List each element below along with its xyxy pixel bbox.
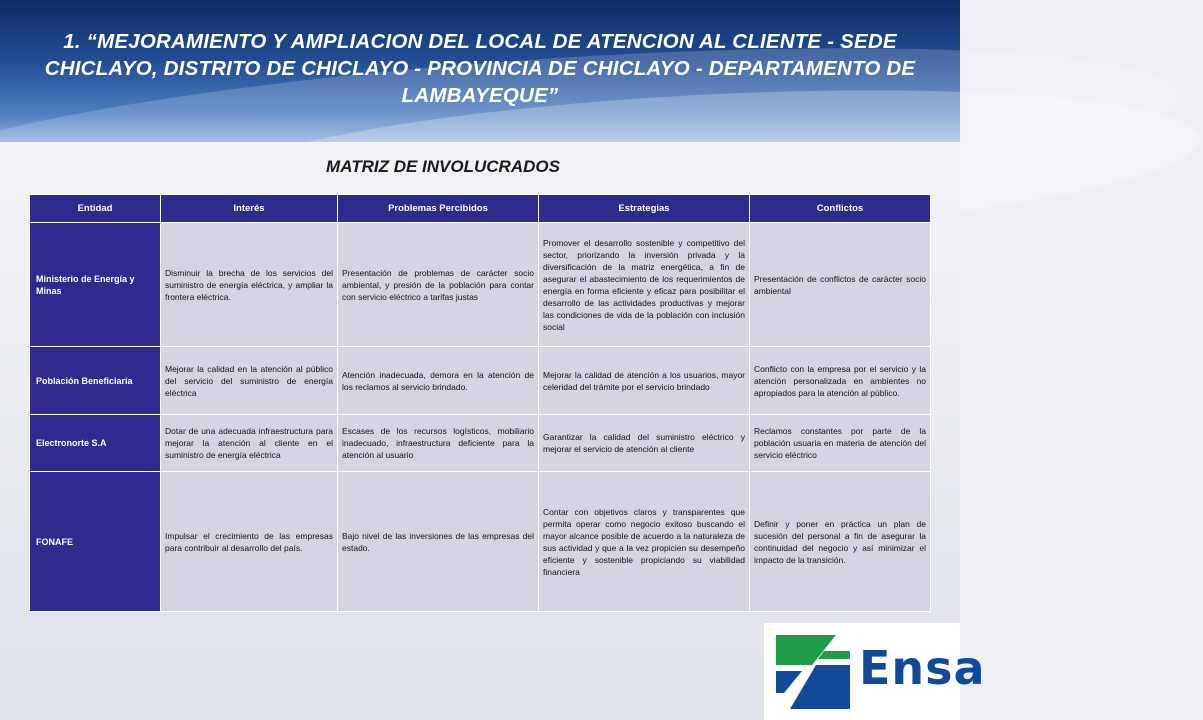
ensa-logo xyxy=(764,623,986,720)
ensa-logo-mark-icon xyxy=(772,631,854,713)
table-row xyxy=(30,472,931,612)
cell-conflictos: Conflicto con la empresa por el servicio y la atención personalizada en ambientes no apropiados para la atención al público. xyxy=(750,347,931,415)
header-banner xyxy=(0,0,960,142)
column-header-entidad: Entidad xyxy=(30,195,161,223)
cell-problemas: Bajo nivel de las inversiones de las empresas del estado. xyxy=(338,472,539,612)
cell-estrategias: Garantizar la calidad del suministro eléctrico y mejorar el servicio de atención al cliente xyxy=(539,415,750,472)
table-row xyxy=(30,223,931,347)
column-header-estrategias: Estrategias xyxy=(539,195,750,223)
page-title: 1. “MEJORAMIENTO Y AMPLIACION DEL LOCAL DE ATENCION AL CLIENTE - SEDE CHICLAYO, DISTRITO DE CHICLAYO - PROVINCIA DE CHICLAYO - DEPARTAMENTO DE LAMBAYEQUE” xyxy=(44,30,916,107)
column-header-conflictos: Conflictos xyxy=(750,195,931,223)
ensa-logo-text: Ensa xyxy=(859,641,986,695)
cell-conflictos: Reclamos constantes por parte de la población usuaria en materia de atención del servicio eléctrico xyxy=(750,415,931,472)
cell-interes: Disminuir la brecha de los servicios del suministro de energía eléctrica, y ampliar la frontera eléctrica. xyxy=(161,223,338,347)
cell-conflictos: Presentación de conflictos de carácter socio ambiental xyxy=(750,223,931,347)
column-header-interes: Interés xyxy=(161,195,338,223)
cell-entidad: Ministerio de Energía y Minas xyxy=(30,223,161,347)
cell-interes: Mejorar la calidad en la atención al público del servicio del suministro de energía eléctrica xyxy=(161,347,338,415)
table-row xyxy=(30,415,931,472)
cell-problemas: Presentación de problemas de carácter socio ambiental, y presión de la población para contar con servicio eléctrico a tarifas justas xyxy=(338,223,539,347)
cell-interes: Impulsar el crecimiento de las empresas para contribuir al desarrollo del país. xyxy=(161,472,338,612)
table-header-row xyxy=(30,195,931,223)
cell-entidad: Población Beneficiaria xyxy=(30,347,161,415)
cell-entidad: Electronorte S.A xyxy=(30,415,161,472)
cell-problemas: Atención inadecuada, demora en la atención de los reclamos al servicio brindado. xyxy=(338,347,539,415)
cell-interes: Dotar de una adecuada infraestructura para mejorar la atención al cliente en el suministro de energía eléctrica xyxy=(161,415,338,472)
cell-estrategias: Promover el desarrollo sostenible y competitivo del sector, priorizando la inversión privada y la diversificación de la matriz energética, a fin de asegurar el abastecimiento de los requerimientos de energía en forma eficiente y eficaz para posibilitar el desarrollo de las actividades productivas y mejorar las condiciones de vida de la población con inclusión social xyxy=(539,223,750,347)
column-header-problemas: Problemas Percibidos xyxy=(338,195,539,223)
cell-estrategias: Mejorar la calidad de atención a los usuarios, mayor celeridad del trámite por el servicio brindado xyxy=(539,347,750,415)
cell-entidad: FONAFE xyxy=(30,472,161,612)
table-row xyxy=(30,347,931,415)
cell-conflictos: Definir y poner en práctica un plan de sucesión del personal a fin de asegurar la continuidad del negocio y así minimizar el impacto de la transición. xyxy=(750,472,931,612)
cell-estrategias: Contar con objetivos claros y transparentes que permita operar como negocio exitoso buscando el mayor alcance posible de acuerdo a la naturaleza de sus actividad y que a la vez propicien su desempeño eficiente y sostenible propiciando su viabilidad financiera xyxy=(539,472,750,612)
section-subtitle: MATRIZ DE INVOLUCRADOS xyxy=(326,157,560,176)
stakeholder-matrix-table xyxy=(29,194,931,612)
cell-problemas: Escases de los recursos logísticos, mobiliario inadecuado, infraestructura deficiente para la atención al usuario xyxy=(338,415,539,472)
